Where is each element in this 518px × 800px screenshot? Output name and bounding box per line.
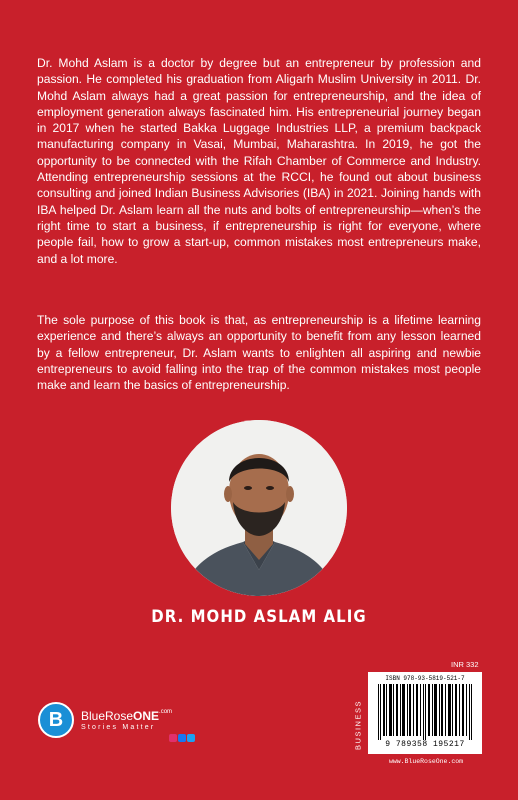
barcode-number: 9 789358 195217 <box>385 740 465 749</box>
logo-mark <box>38 702 74 738</box>
isbn-barcode <box>368 672 482 754</box>
publisher-tagline: Stories Matter <box>81 724 156 731</box>
genre-text: BUSINESS <box>353 700 363 750</box>
publisher-website: www.BlueRoseOne.com <box>388 758 464 765</box>
publisher-name-part1: BlueRose <box>81 709 134 723</box>
publisher-name-part2: ONE <box>133 709 160 723</box>
twitter-icon <box>187 734 195 742</box>
instagram-icon <box>169 734 177 742</box>
author-bio-paragraph: Dr. Mohd Aslam is a doctor by degree but an entrepreneur by profession and passion. He completed his graduation from Aligarh Muslim University in 2011. Dr. Mohd Aslam always had a great passion for entrepreneurship, and the idea of employment generation always fascinated him. His entrepreneurial journey began in 2017 when he started Bakka Luggage Industries LLP, a premium backpack manufacturing company in Vasai, Mumbai, Maharashtra. In 2019, he got the opportunity to be connected with the Rifah Chamber of Commerce and Industry. Attending entrepreneurship sessions at the RCCI, he found out about business consulting and joined Indian Business Advisories (IBA) in 2021. Joining hands with IBA helped Dr. Aslam learn all the nuts and bolts of entrepreneurship—when’s the right time to start a business, if entrepreneurship is right for everyone, where people fail, how to grow a start-up, common mistakes most entrepreneurs make, and a lot more. <box>37 56 481 266</box>
genre-label <box>352 690 364 760</box>
publisher-name <box>81 709 172 723</box>
book-purpose-paragraph: The sole purpose of this book is that, as entrepreneurship is a lifetime learning experience and there’s always an opportunity to benefit from any lesson learned by a fellow entrepreneur, Dr. Aslam wants to enlighten all aspiring and newbie entrepreneurs to avoid falling into the trap of the common mistakes most people make and learn the basics of entrepreneurship. <box>37 313 481 393</box>
facebook-icon <box>178 734 186 742</box>
logo-letter: B <box>48 709 64 731</box>
barcode-bars <box>378 684 472 740</box>
price-label: INR 332 <box>451 660 479 669</box>
publisher-name-suffix: .com <box>159 709 173 715</box>
author-photo <box>171 420 347 596</box>
author-name: DR. MOHD ASLAM ALIG <box>151 607 367 627</box>
isbn-text: ISBN 978-93-5819-521-7 <box>385 675 465 682</box>
publisher-logo <box>38 702 198 747</box>
social-icons <box>169 732 196 742</box>
